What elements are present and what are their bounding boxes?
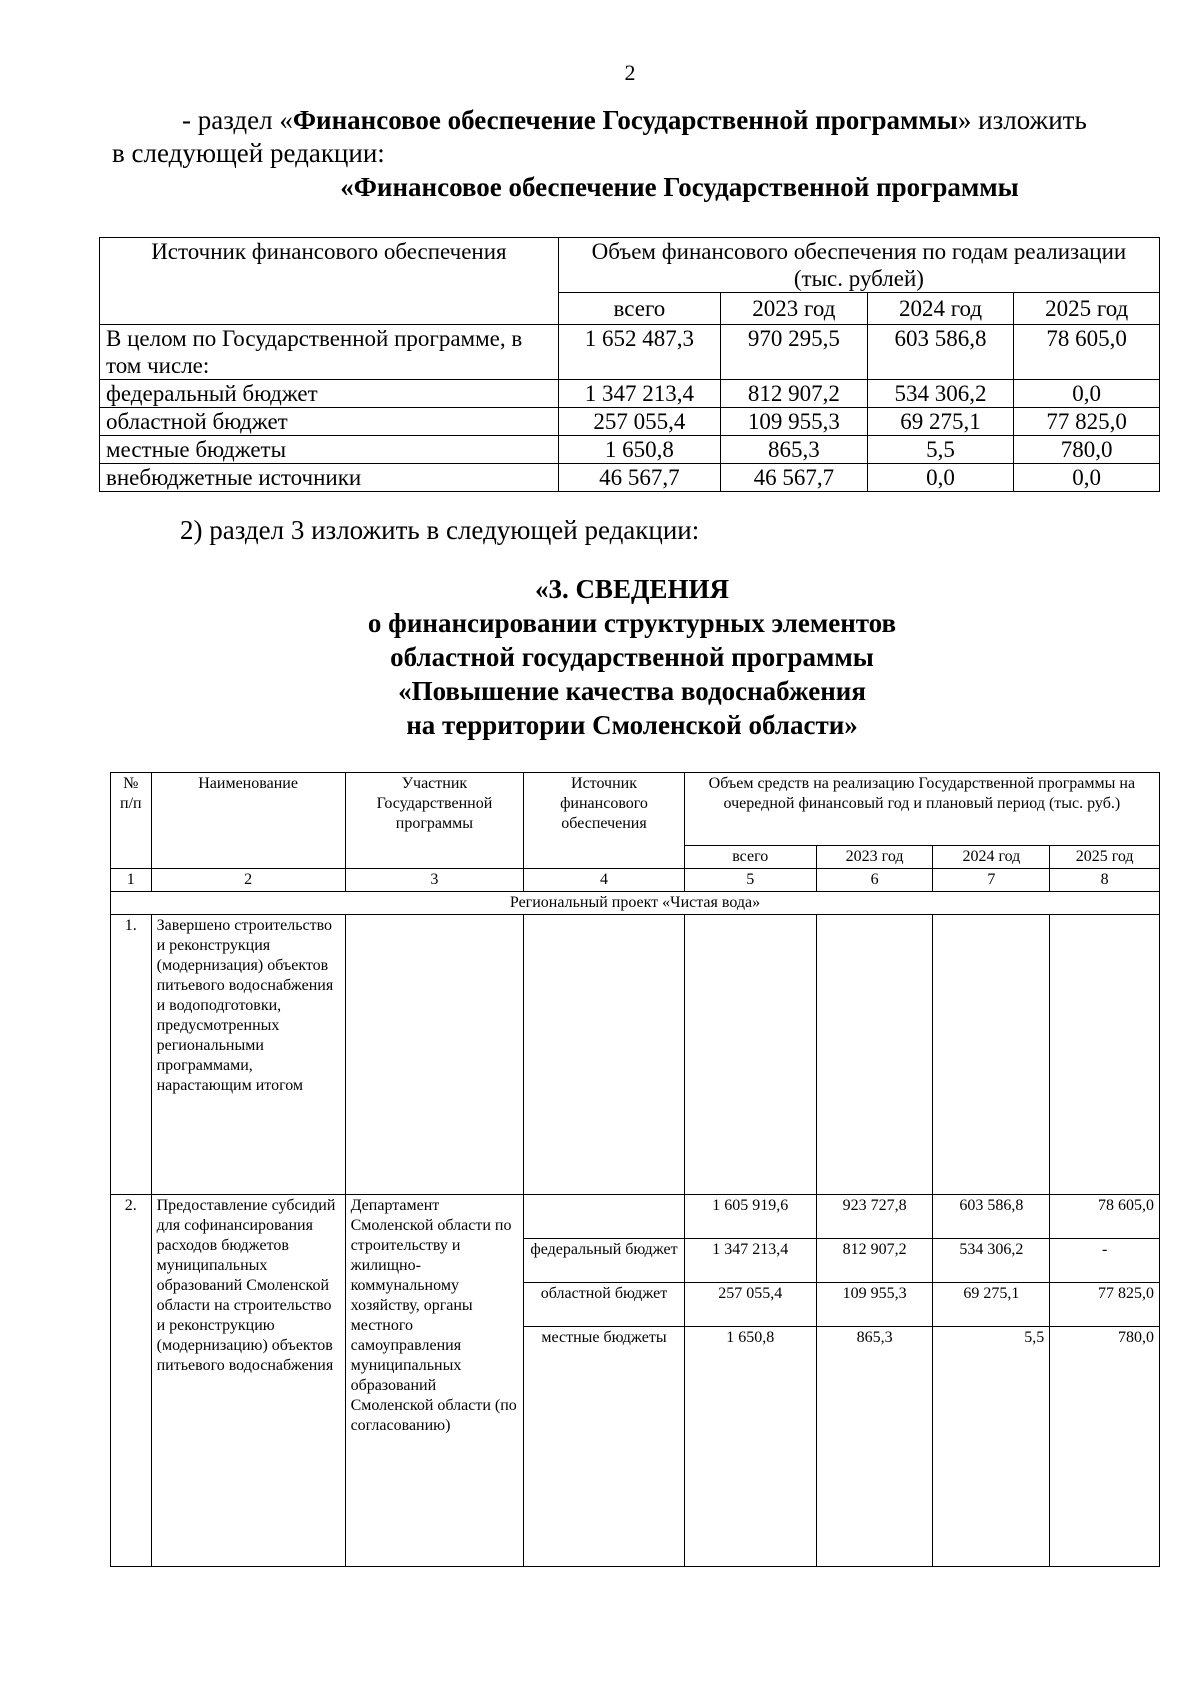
row-label: местные бюджеты (100, 436, 559, 464)
cell-2023 (816, 915, 933, 1195)
project-row (111, 892, 1160, 915)
row-participant: Департамент Смоленской области по строительству и жилищно-коммунальному хозяйству, органы местного самоуправления муниципальных образований Смоленской области (по согласованию) (345, 1195, 524, 1567)
cell-2023: 46 567,7 (720, 464, 867, 492)
row-label: областной бюджет (100, 408, 559, 436)
cell-2025: 780,0 (1014, 436, 1160, 464)
project-title: Региональный проект «Чистая вода» (111, 892, 1160, 915)
row-source (524, 1195, 684, 1239)
cell-2024: 534 306,2 (867, 380, 1014, 408)
table-row (100, 325, 1160, 380)
header-source: Источник финансового обеспечения (100, 238, 559, 325)
cell-total: 257 055,4 (558, 408, 720, 436)
cell-2025: 780,0 (1050, 1327, 1160, 1567)
row-name: Завершено строительство и реконструкция (модернизация) объектов питьевого водоснабжения и водоподготовки, предусмотренных региональными программами, нарастающим итогом (151, 915, 345, 1195)
cell-2025: 78 605,0 (1050, 1195, 1160, 1239)
intro-prefix: - раздел « (182, 105, 293, 135)
funding-details-table (110, 772, 1160, 1567)
table-header-row (111, 773, 1160, 846)
header-participant: Участник Государственной программы (345, 773, 524, 869)
row-source (524, 915, 684, 1195)
header-name: Наименование (151, 773, 345, 869)
col-number: 1 (111, 869, 152, 892)
intro-bold-title: Финансовое обеспечение Государственной программы (292, 105, 958, 135)
intro-line2: в следующей редакции: (112, 138, 385, 168)
cell-2023: 812 907,2 (720, 380, 867, 408)
cell-2023: 812 907,2 (816, 1239, 933, 1283)
table-row (111, 1195, 1160, 1239)
cell-2025: 77 825,0 (1050, 1283, 1160, 1327)
column-numbers-row (111, 869, 1160, 892)
cell-2024: 69 275,1 (933, 1283, 1050, 1327)
cell-2024: 603 586,8 (867, 325, 1014, 380)
cell-2024: 0,0 (867, 464, 1014, 492)
table-header-row (100, 238, 1160, 293)
row-name: Предоставление субсидий для софинансирования расходов бюджетов муниципальных образований Смоленской области на строительство и реконструкцию (модернизацию) объектов питьевого водоснабжения (151, 1195, 345, 1567)
col-number: 7 (933, 869, 1050, 892)
section-title-line: на территории Смоленской области» (406, 710, 858, 740)
table-row (100, 436, 1160, 464)
cell-2025: 77 825,0 (1014, 408, 1160, 436)
col-number: 4 (524, 869, 684, 892)
row-participant (345, 915, 524, 1195)
cell-total: 1 650,8 (558, 436, 720, 464)
header-col-total: всего (558, 293, 720, 325)
table-row (100, 464, 1160, 492)
header-col-2024: 2024 год (933, 846, 1050, 869)
item-2-text: 2) раздел 3 изложить в следующей редакции: (180, 515, 700, 545)
cell-2023: 865,3 (720, 436, 867, 464)
cell-2024: 5,5 (933, 1327, 1050, 1567)
cell-2025 (1050, 915, 1160, 1195)
cell-total: 46 567,7 (558, 464, 720, 492)
col-number: 8 (1050, 869, 1160, 892)
page-number: 2 (624, 60, 636, 85)
row-num: 2. (111, 1195, 152, 1567)
header-num: № п/п (111, 773, 152, 869)
cell-total: 1 652 487,3 (558, 325, 720, 380)
intro-paragraph (112, 104, 1162, 170)
row-label: В целом по Государственной программе, в том числе: (100, 325, 559, 380)
header-col-2025: 2025 год (1050, 846, 1160, 869)
header-volume: Объем финансового обеспечения по годам реализации (тыс. рублей) (558, 238, 1159, 293)
cell-2023: 109 955,3 (720, 408, 867, 436)
cell-total (684, 915, 816, 1195)
header-col-2023: 2023 год (816, 846, 933, 869)
header-col-2023: 2023 год (720, 293, 867, 325)
table-row (111, 915, 1160, 1195)
cell-2023: 109 955,3 (816, 1283, 933, 1327)
table-row (100, 408, 1160, 436)
financing-table (99, 237, 1160, 492)
cell-2023: 865,3 (816, 1327, 933, 1567)
header-volume: Объем средств на реализацию Государственной программы на очередной финансовый год и плановый период (тыс. руб.) (684, 773, 1159, 846)
col-number: 5 (684, 869, 816, 892)
cell-2024: 5,5 (867, 436, 1014, 464)
header-col-2024: 2024 год (867, 293, 1014, 325)
cell-2025: 78 605,0 (1014, 325, 1160, 380)
header-source: Источник финансового обеспечения (524, 773, 684, 869)
cell-2025: 0,0 (1014, 464, 1160, 492)
row-source: федеральный бюджет (524, 1239, 684, 1283)
intro-suffix: » изложить (957, 105, 1087, 135)
cell-2023: 970 295,5 (720, 325, 867, 380)
section-title-line: областной государственной программы (390, 642, 874, 672)
row-label: федеральный бюджет (100, 380, 559, 408)
cell-2024 (933, 915, 1050, 1195)
cell-total: 1 347 213,4 (558, 380, 720, 408)
cell-2025: 0,0 (1014, 380, 1160, 408)
col-number: 2 (151, 869, 345, 892)
table-row (100, 380, 1160, 408)
section-title-line: о финансировании структурных элементов (367, 608, 897, 638)
cell-total: 1 650,8 (684, 1327, 816, 1567)
cell-total: 1 605 919,6 (684, 1195, 816, 1239)
header-col-2025: 2025 год (1014, 293, 1160, 325)
row-source: местные бюджеты (524, 1327, 684, 1567)
financing-title: «Финансовое обеспечение Государственной программы (340, 172, 1019, 202)
cell-2024: 603 586,8 (933, 1195, 1050, 1239)
header-col-total: всего (684, 846, 816, 869)
cell-total: 257 055,4 (684, 1283, 816, 1327)
row-source: областной бюджет (524, 1283, 684, 1327)
col-number: 6 (816, 869, 933, 892)
cell-2025: - (1050, 1239, 1160, 1283)
col-number: 3 (345, 869, 524, 892)
row-label: внебюджетные источники (100, 464, 559, 492)
cell-2024: 534 306,2 (933, 1239, 1050, 1283)
cell-total: 1 347 213,4 (684, 1239, 816, 1283)
section-title (112, 572, 1152, 742)
cell-2023: 923 727,8 (816, 1195, 933, 1239)
row-num: 1. (111, 915, 152, 1195)
section-title-line: «3. СВЕДЕНИЯ (534, 574, 730, 604)
cell-2024: 69 275,1 (867, 408, 1014, 436)
section-title-line: «Повышение качества водоснабжения (398, 676, 866, 706)
